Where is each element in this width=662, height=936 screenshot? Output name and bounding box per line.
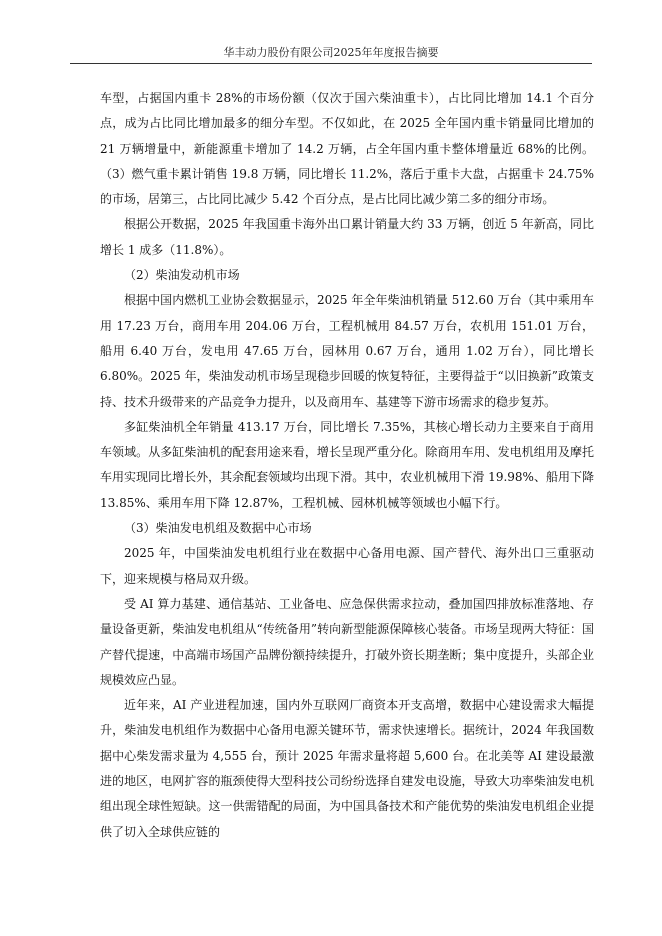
- document-body: [100, 86, 594, 845]
- paragraph-generator-demand: 受 AI 算力基建、通信基站、工业备电、应急保供需求拉动，叠加国四排放标准落地、存量设备更新，柴油发电机组从“传统备用”转向新型能源保障核心装备。市场呈现两大特征：国产替代提速，中高端市场国产品牌份额持续提升，打破外资长期垄断；集中度提升，头部企业规模效应凸显。: [100, 596, 594, 687]
- section-heading-diesel-engine: （2）柴油发动机市场: [124, 268, 240, 283]
- page-header: 华丰动力股份有限公司2025年年度报告摘要: [223, 46, 439, 59]
- paragraph-diesel-engine-sales: 根据中国内燃机工业协会数据显示，2025 年全年柴油机销量 512.60 万台（其中乘用车用 17.23 万台，商用车用 204.06 万台，工程机械用 84.57 万台，农机用 151.01 万台，船用 6.40 万台，发电用 47.65 万台，园林用 0.67 万台，通用 1.02 万台），同比增长 6.80%。2025 年，柴油发动机市场呈现稳步回暖的恢复特征，主要得益于“以旧换新”政策支持、技术升级带来的产品竞争力提升，以及商用车、基建等下游市场需求的稳步复苏。: [100, 293, 594, 409]
- paragraph-multi-cylinder: 多缸柴油机全年销量 413.17 万台，同比增长 7.35%，其核心增长动力主要来自于商用车领域。从多缸柴油机的配套用途来看，增长呈现严重分化。除商用车用、发电机组用及摩托车用实现同比增长外，其余配套领域均出现下滑。其中，农业机械用下滑 19.98%、船用下降 13.85%、乘用车用下降 12.87%，工程机械、园林机械等领域也小幅下行。: [100, 419, 594, 510]
- section-heading-generator-datacenter: （3）柴油发电机组及数据中心市场: [124, 521, 312, 536]
- paragraph-generator-2025: 2025 年，中国柴油发电机组行业在数据中心备用电源、国产替代、海外出口三重驱动下，迎来规模与格局双升级。: [100, 546, 594, 586]
- paragraph-heavy-truck-share: 车型，占据国内重卡 28%的市场份额（仅次于国六柴油重卡），占比同比增加 14.1 个百分点，成为占比同比增加最多的细分车型。不仅如此，在 2025 全年国内重卡销量同比增加的 21 万辆增量中，新能源重卡增加了 14.2 万辆，占全年国内重卡整体增量近 68%的比例。（3）燃气重卡累计销售 19.8 万辆，同比增长 11.2%，落后于重卡大盘，占据重卡 24.75%的市场，居第三，占比同比减少 5.42 个百分点，是占比同比减少第二多的细分市场。: [100, 91, 594, 207]
- paragraph-ai-datacenter: 近年来，AI 产业进程加速，国内外互联网厂商资本开支高增，数据中心建设需求大幅提升，柴油发电机组作为数据中心备用电源关键环节，需求快速增长。据统计，2024 年我国数据中心柴发需求量为 4,555 台，预计 2025 年需求量将超 5,600 台。在北美等 AI 建设最激进的地区，电网扩容的瓶颈使得大型科技公司纷纷选择自建发电设施，导致大功率柴油发电机组出现全球性短缺。这一供需错配的局面，为中国具备技术和产能优势的柴油发电机组企业提供了切入全球供应链的: [100, 698, 594, 839]
- paragraph-truck-export: 根据公开数据，2025 年我国重卡海外出口累计销量大约 33 万辆，创近 5 年新高，同比增长 1 成多（11.8%）。: [100, 217, 594, 257]
- header-divider: [70, 63, 592, 64]
